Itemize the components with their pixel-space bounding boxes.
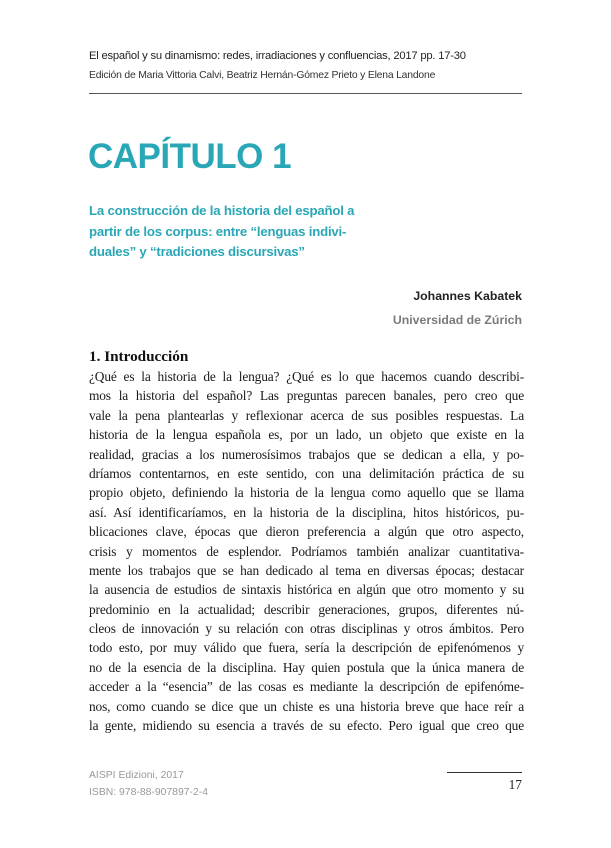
running-header [89,47,529,85]
header-line-1: El español y su dinamismo: redes, irradiaciones y confluencias, 2017 pp. 17-30 [89,50,466,62]
body-line: mos la historia del español? Las preguntas parecen banales, pero creo que [89,388,524,404]
page-number: 17 [508,777,522,792]
body-line: la ausencia de estudios de sintaxis histórica en algún que otro momento y su [89,582,524,598]
isbn-line: ISBN: 978-88-907897-2-4 [89,787,208,798]
header-rule [89,93,522,94]
body-line: dríamos contentarnos, en este sentido, con una delimitación práctica de su [89,465,524,481]
body-line: historia de la lengua española es, por un lado, un objeto que existe en la [89,427,524,443]
body-line: propio objeto, definiendo la historia de la lengua como aquello que se llama [89,485,524,501]
body-line: cleos de innovación y su relación con otras disciplinas y otros ámbitos. Pero [89,621,524,637]
header-line-2: Edición de Maria Vittoria Calvi, Beatriz Hernán-Gómez Prieto y Elena Landone [89,70,436,81]
body-line: acceder a la “esencia” de las cosas es mediante la descripción de epifenóme- [89,679,524,695]
body-line: realidad, gracias a los numerosísimos trabajos que se dedican a ella, y po- [89,446,524,462]
section-heading: 1. Introducción [89,348,189,365]
publisher-line: AISPI Edizioni, 2017 [89,770,184,781]
subtitle-line: duales” y “tradiciones discursivas” [89,244,305,259]
body-line: así. Así identificaríamos, en la historia de la disciplina, hitos históricos, pu- [89,504,524,520]
body-line: ¿Qué es la historia de la lengua? ¿Qué es lo que hacemos cuando describi- [89,369,524,384]
body-line: todo esto, por muy válido que fuera, sería la descripción de epifenómenos y [89,640,524,656]
footer-imprint [89,767,208,801]
body-line: blicaciones clave, épocas que dieron preferencia a algún que otro aspecto, [89,524,524,540]
body-line: no de la esencia de la disciplina. Hay quien postula que la única manera de [89,659,524,675]
body-line: vale la pena plantearlas y reflexionar acerca de sus posibles respuestas. La [89,407,524,423]
author-name: Johannes Kabatek [413,289,522,303]
subtitle-line: La construcción de la historia del español a [89,203,355,218]
body-line: la gente, midiendo su esencia a través de su efecto. Pero igual que creo que [89,718,524,734]
body-text [89,367,524,735]
body-line: crisis y momentos de esplendor. Podríamos también analizar cuantitativa- [89,543,524,559]
body-line: nos, como cuando se dice que un chiste es una historia breve que hace reír a [89,698,524,714]
chapter-subtitle [89,201,419,263]
subtitle-line: partir de los corpus: entre “lenguas indivi- [89,223,347,239]
body-line: mente los trabajos que se han dedicado al tema en diversas épocas; destacar [89,562,524,578]
chapter-title: CAPÍTULO 1 [88,137,292,176]
author-affiliation: Universidad de Zúrich [392,313,522,327]
footer-rule [447,772,522,773]
body-line: predominio en la actualidad; describir generaciones, grupos, diferentes nú- [89,601,524,617]
